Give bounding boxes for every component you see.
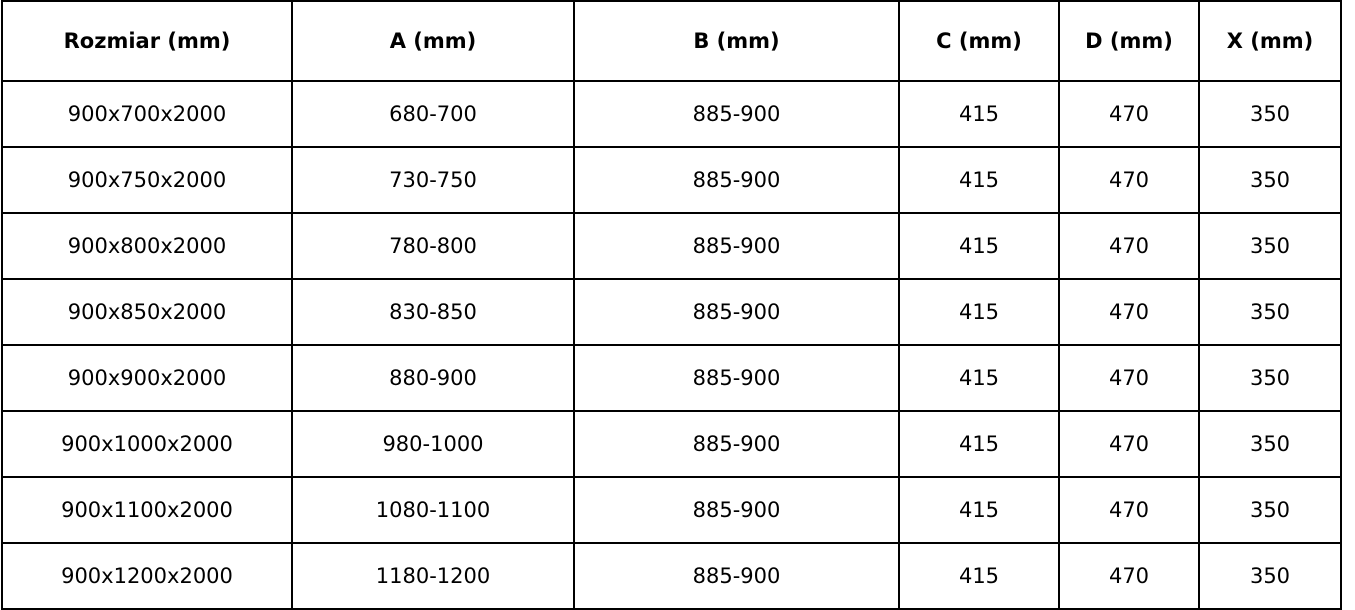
table-row: [2, 147, 1341, 213]
cell-b: 885-900: [574, 477, 899, 543]
cell-rozmiar: 900x750x2000: [2, 147, 292, 213]
column-header-c: C (mm): [899, 1, 1059, 81]
column-header-d: D (mm): [1059, 1, 1199, 81]
cell-c: 415: [899, 345, 1059, 411]
cell-rozmiar: 900x800x2000: [2, 213, 292, 279]
cell-a: 780-800: [292, 213, 574, 279]
cell-c: 415: [899, 477, 1059, 543]
cell-d: 470: [1059, 279, 1199, 345]
table-body: [2, 81, 1341, 609]
cell-c: 415: [899, 543, 1059, 609]
table-row: [2, 477, 1341, 543]
table-header-row: [2, 1, 1341, 81]
column-header-a: A (mm): [292, 1, 574, 81]
cell-a: 680-700: [292, 81, 574, 147]
cell-d: 470: [1059, 81, 1199, 147]
cell-d: 470: [1059, 345, 1199, 411]
cell-c: 415: [899, 279, 1059, 345]
cell-rozmiar: 900x700x2000: [2, 81, 292, 147]
cell-x: 350: [1199, 411, 1341, 477]
cell-x: 350: [1199, 213, 1341, 279]
cell-c: 415: [899, 81, 1059, 147]
cell-c: 415: [899, 411, 1059, 477]
cell-x: 350: [1199, 81, 1341, 147]
cell-b: 885-900: [574, 345, 899, 411]
cell-a: 1080-1100: [292, 477, 574, 543]
cell-rozmiar: 900x900x2000: [2, 345, 292, 411]
table-header: [2, 1, 1341, 81]
cell-b: 885-900: [574, 543, 899, 609]
cell-c: 415: [899, 213, 1059, 279]
cell-a: 730-750: [292, 147, 574, 213]
table-row: [2, 543, 1341, 609]
cell-d: 470: [1059, 477, 1199, 543]
cell-b: 885-900: [574, 279, 899, 345]
cell-x: 350: [1199, 279, 1341, 345]
cell-rozmiar: 900x850x2000: [2, 279, 292, 345]
cell-a: 1180-1200: [292, 543, 574, 609]
cell-b: 885-900: [574, 147, 899, 213]
table-row: [2, 411, 1341, 477]
cell-rozmiar: 900x1100x2000: [2, 477, 292, 543]
cell-d: 470: [1059, 543, 1199, 609]
cell-d: 470: [1059, 411, 1199, 477]
cell-a: 830-850: [292, 279, 574, 345]
cell-x: 350: [1199, 345, 1341, 411]
cell-x: 350: [1199, 543, 1341, 609]
cell-a: 980-1000: [292, 411, 574, 477]
table-row: [2, 81, 1341, 147]
dimensions-table: [1, 0, 1342, 610]
cell-a: 880-900: [292, 345, 574, 411]
cell-d: 470: [1059, 147, 1199, 213]
cell-b: 885-900: [574, 81, 899, 147]
column-header-rozmiar: Rozmiar (mm): [2, 1, 292, 81]
column-header-x: X (mm): [1199, 1, 1341, 81]
table-row: [2, 279, 1341, 345]
cell-b: 885-900: [574, 411, 899, 477]
table-row: [2, 345, 1341, 411]
cell-d: 470: [1059, 213, 1199, 279]
column-header-b: B (mm): [574, 1, 899, 81]
cell-b: 885-900: [574, 213, 899, 279]
cell-rozmiar: 900x1200x2000: [2, 543, 292, 609]
cell-rozmiar: 900x1000x2000: [2, 411, 292, 477]
table-row: [2, 213, 1341, 279]
cell-x: 350: [1199, 147, 1341, 213]
cell-x: 350: [1199, 477, 1341, 543]
cell-c: 415: [899, 147, 1059, 213]
